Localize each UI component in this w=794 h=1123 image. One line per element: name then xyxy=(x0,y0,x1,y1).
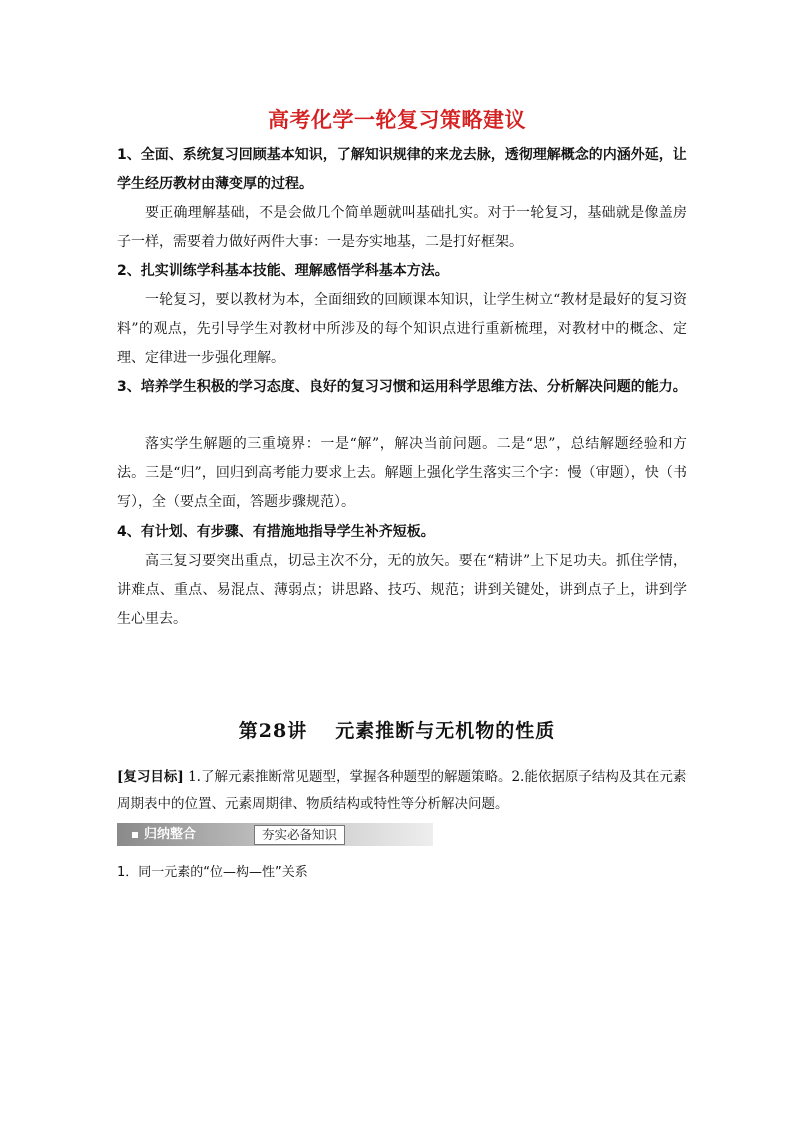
review-goal-label: [复习目标] xyxy=(117,769,184,785)
lecture-name: 元素推断与无机物的性质 xyxy=(335,720,556,742)
square-bullet-icon xyxy=(132,832,138,838)
section-banner-tag-label: 归纳整合 xyxy=(144,827,197,842)
page-title: 高考化学一轮复习策略建议 xyxy=(268,108,526,132)
lecture-number: 第28讲 xyxy=(238,720,308,742)
section-body-1: 要正确理解基础，不是会做几个简单题就叫基础扎实。对于一轮复习，基础就是像盖房子一样，需要着力做好两件大事：一是夯实地基，二是打好框架。 xyxy=(117,205,687,250)
section-banner-box: 夯实必备知识 xyxy=(254,825,345,845)
section-body-3: 落实学生解题的三重境界：一是“解”，解决当前问题。二是“思”，总结解题经验和方法。三是“归”，回归到高考能力要求上去。解题上强化学生落实三个字：慢（审题），快（书写），全（要点全面，答题步骤规范）。 xyxy=(117,436,687,510)
review-goal xyxy=(117,764,687,818)
section-heading-4: 4、有计划、有步骤、有措施地指导学生补齐短板。 xyxy=(117,524,435,540)
section-heading-2: 2、扎实训练学科基本技能、理解感悟学科基本方法。 xyxy=(117,263,449,279)
section-banner-tag xyxy=(126,826,202,843)
section-heading-1: 1、全面、系统复习回顾基本知识，了解知识规律的来龙去脉，透彻理解概念的内涵外延，让学生经历教材由薄变厚的过程。 xyxy=(117,147,687,192)
section-body-4: 高三复习要突出重点，切忌主次不分，无的放矢。要在“精讲”上下足功夫。抓住学情，讲难点、重点、易混点、薄弱点；讲思路、技巧、规范；讲到关键处，讲到点子上，讲到学生心里去。 xyxy=(117,553,687,627)
section-heading-3: 3、培养学生积极的学习态度、良好的复习习惯和运用科学思维方法、分析解决问题的能力。 xyxy=(117,379,687,395)
subsection-title: 1．同一元素的“位—构—性”关系 xyxy=(117,865,308,880)
review-goal-text: 1.了解元素推断常见题型，掌握各种题型的解题策略。2.能依据原子结构及其在元素周期表中的位置、元素周期律、物质结构或特性等分析解决问题。 xyxy=(117,769,687,812)
lecture-title xyxy=(0,716,794,743)
section-body-2: 一轮复习，要以教材为本，全面细致的回顾课本知识，让学生树立“教材是最好的复习资料”的观点，先引导学生对教材中所涉及的每个知识点进行重新梳理，对教材中的概念、定理、定律进一步强化理解。 xyxy=(117,292,687,366)
